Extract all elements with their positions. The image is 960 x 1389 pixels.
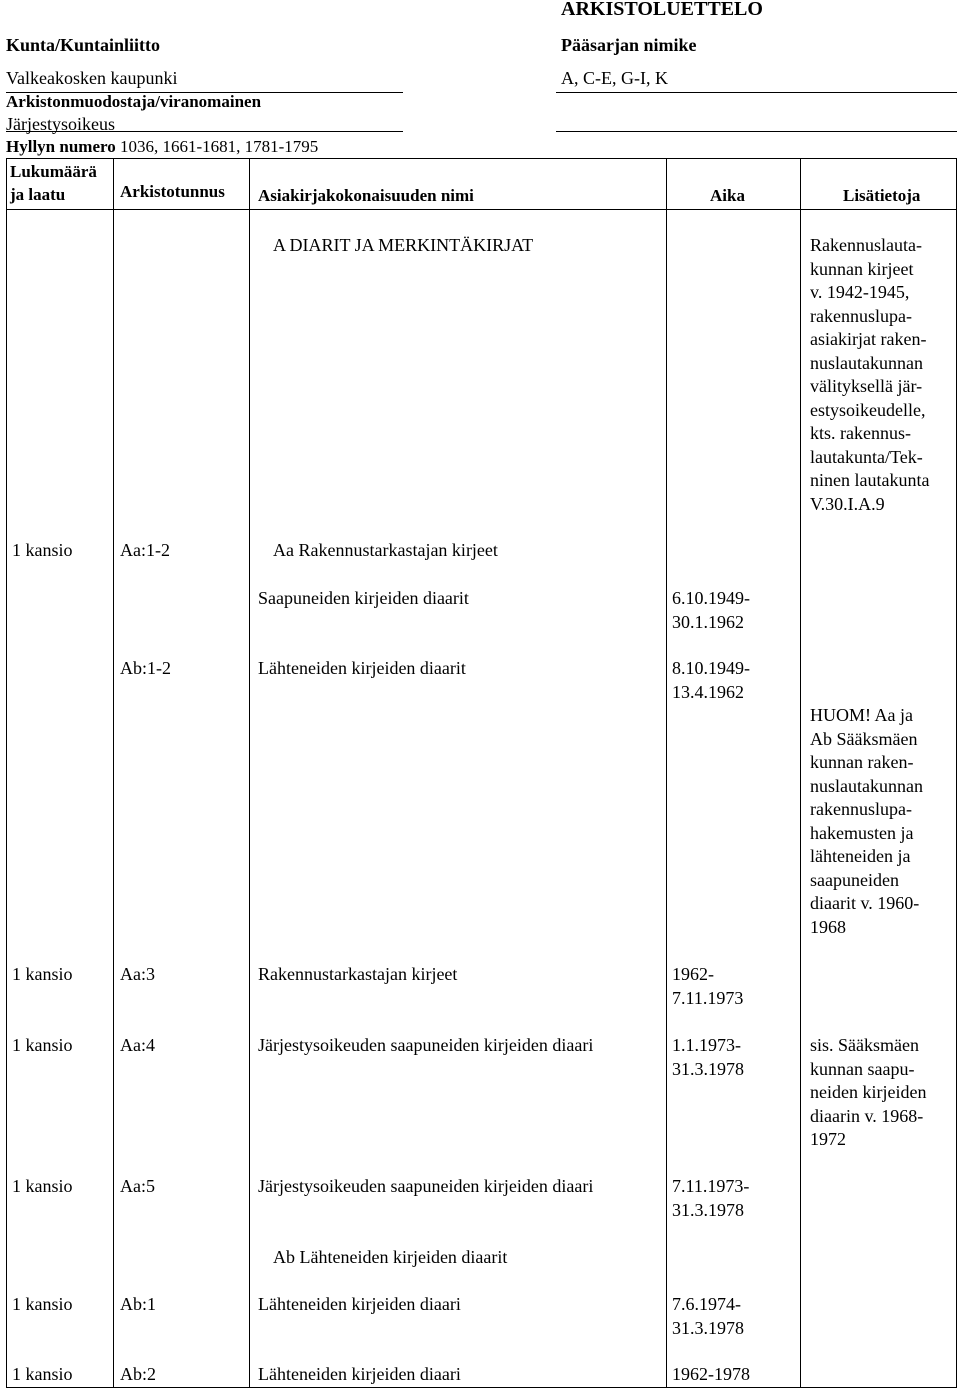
cell-line: välityksellä jär- — [810, 376, 923, 396]
row-5-name: Rakennustarkastajan kirjeet — [258, 964, 458, 984]
cell-line: Ab Sääksmäen — [810, 728, 918, 749]
row-3-time — [672, 657, 750, 704]
cell-line: lautakunta/Tek- — [810, 446, 923, 467]
right-underline — [556, 131, 957, 132]
row-1-code: Aa:1-2 — [120, 540, 170, 560]
cell-line: 31.3.1978 — [672, 1317, 744, 1338]
row-9-code: Ab:1 — [120, 1294, 156, 1314]
cell-line: Rakennuslauta- — [810, 235, 922, 255]
cell-line: sis. Sääksmäen — [810, 1035, 919, 1055]
col-header-code: Arkistotunnus — [120, 182, 225, 201]
row-6-time — [672, 1034, 744, 1081]
cell-line: v. 1942-1945, — [810, 282, 910, 302]
row-3-name: Lähteneiden kirjeiden diaarit — [258, 658, 466, 678]
row-7-qty: 1 kansio — [12, 1176, 73, 1196]
cell-line: 6.10.1949- — [672, 588, 750, 608]
cell-line: 1968 — [810, 916, 846, 937]
row-2-name: Saapuneiden kirjeiden diaarit — [258, 588, 469, 608]
shelf-label: Hyllyn numero — [6, 137, 116, 156]
row-7-name: Järjestysoikeuden saapuneiden kirjeiden diaari — [258, 1176, 594, 1196]
series-value: A, C-E, G-I, K — [561, 68, 668, 88]
cell-line: nuslautakunnan — [810, 775, 923, 796]
row-5-qty: 1 kansio — [12, 964, 73, 984]
col-line-1 — [113, 158, 114, 1388]
col-line-5 — [956, 158, 957, 1388]
row-0-info — [810, 234, 929, 516]
table-top-border — [6, 158, 957, 159]
cell-line: V.30.I.A.9 — [810, 493, 885, 514]
col-line-0 — [6, 158, 7, 1388]
table-bottom-border — [6, 1387, 957, 1388]
cell-line: kunnan kirjeet — [810, 258, 914, 279]
row-6-qty: 1 kansio — [12, 1035, 73, 1055]
cell-line: saapuneiden — [810, 869, 899, 890]
cell-line: neiden kirjeiden — [810, 1082, 927, 1102]
cell-line: 1962- — [672, 964, 714, 984]
creator-label: Arkistonmuodostaja/viranomainen — [6, 92, 262, 111]
cell-line: nuslautakunnan — [810, 352, 923, 373]
cell-line: 31.3.1978 — [672, 1199, 744, 1220]
row-10-code: Ab:2 — [120, 1364, 156, 1384]
cell-line: kunnan saapu- — [810, 1058, 915, 1079]
col-line-4 — [800, 158, 801, 1388]
row-3-code: Ab:1-2 — [120, 658, 171, 678]
row-7-code: Aa:5 — [120, 1176, 155, 1196]
cell-line: 1.1.1973- — [672, 1035, 741, 1055]
cell-line: lähteneiden ja — [810, 846, 911, 866]
row-9-time — [672, 1293, 744, 1340]
shelf-value: 1036, 1661-1681, 1781-1795 — [119, 137, 319, 156]
cell-line: rakennuslupa- — [810, 799, 912, 819]
cell-line: hakemusten ja — [810, 822, 914, 843]
col-header-name: Asiakirjakokonaisuuden nimi — [258, 186, 474, 205]
row-7-time — [672, 1175, 749, 1222]
col-header-info: Lisätietoja — [843, 186, 921, 205]
cell-line: kunnan raken- — [810, 752, 914, 772]
series-underline — [556, 92, 957, 93]
col-header-qty-line2: ja laatu — [10, 185, 66, 204]
shelf-row — [6, 135, 318, 158]
row-8-name: Ab Lähteneiden kirjeiden diaarit — [273, 1247, 508, 1267]
cell-line: diaarin v. 1968- — [810, 1105, 924, 1126]
series-label: Pääsarjan nimike — [561, 35, 697, 55]
cell-line: 8.10.1949- — [672, 658, 750, 678]
col-header-qty-line1: Lukumäärä — [10, 162, 97, 181]
row-10-time — [672, 1363, 750, 1387]
municipality-value: Valkeakosken kaupunki — [6, 68, 178, 88]
row-2-time — [672, 587, 750, 634]
col-line-3 — [666, 158, 667, 1388]
cell-line: 13.4.1962 — [672, 681, 744, 702]
creator-underline — [6, 131, 403, 132]
row-6-info — [810, 1034, 926, 1152]
cell-line: estysoikeudelle, — [810, 399, 926, 420]
cell-line: 7.11.1973 — [672, 987, 744, 1008]
cell-line: 30.1.1962 — [672, 611, 744, 632]
row-5-time — [672, 963, 743, 1010]
row-10-name: Lähteneiden kirjeiden diaari — [258, 1364, 461, 1384]
table-header-border — [6, 209, 957, 210]
row-4-info — [810, 704, 923, 939]
cell-line: 1962-1978 — [672, 1364, 750, 1384]
row-10-qty: 1 kansio — [12, 1364, 73, 1384]
col-header-time: Aika — [710, 186, 745, 205]
cell-line: HUOM! Aa ja — [810, 705, 913, 725]
cell-line: 31.3.1978 — [672, 1058, 744, 1079]
cell-line: 7.11.1973- — [672, 1176, 750, 1196]
municipality-label: Kunta/Kuntainliitto — [6, 35, 161, 55]
row-0-name: A DIARIT JA MERKINTÄKIRJAT — [273, 235, 534, 255]
cell-line: kts. rakennus- — [810, 423, 911, 443]
row-1-name: Aa Rakennustarkastajan kirjeet — [273, 540, 498, 560]
cell-line: diaarit v. 1960- — [810, 893, 920, 913]
cell-line: asiakirjat raken- — [810, 329, 927, 349]
row-9-qty: 1 kansio — [12, 1294, 73, 1314]
row-6-code: Aa:4 — [120, 1035, 155, 1055]
col-line-2 — [249, 158, 250, 1388]
row-5-code: Aa:3 — [120, 964, 155, 984]
row-9-name: Lähteneiden kirjeiden diaari — [258, 1294, 461, 1314]
cell-line: ninen lautakunta — [810, 470, 930, 490]
cell-line: 1972 — [810, 1129, 846, 1149]
row-qty: 1 kansio — [12, 540, 73, 560]
document-title: ARKISTOLUETTELO — [561, 0, 763, 20]
creator-value: Järjestysoikeus — [6, 114, 115, 134]
cell-line: rakennuslupa- — [810, 305, 912, 326]
cell-line: 7.6.1974- — [672, 1294, 741, 1314]
row-6-name: Järjestysoikeuden saapuneiden kirjeiden diaari — [258, 1035, 594, 1055]
